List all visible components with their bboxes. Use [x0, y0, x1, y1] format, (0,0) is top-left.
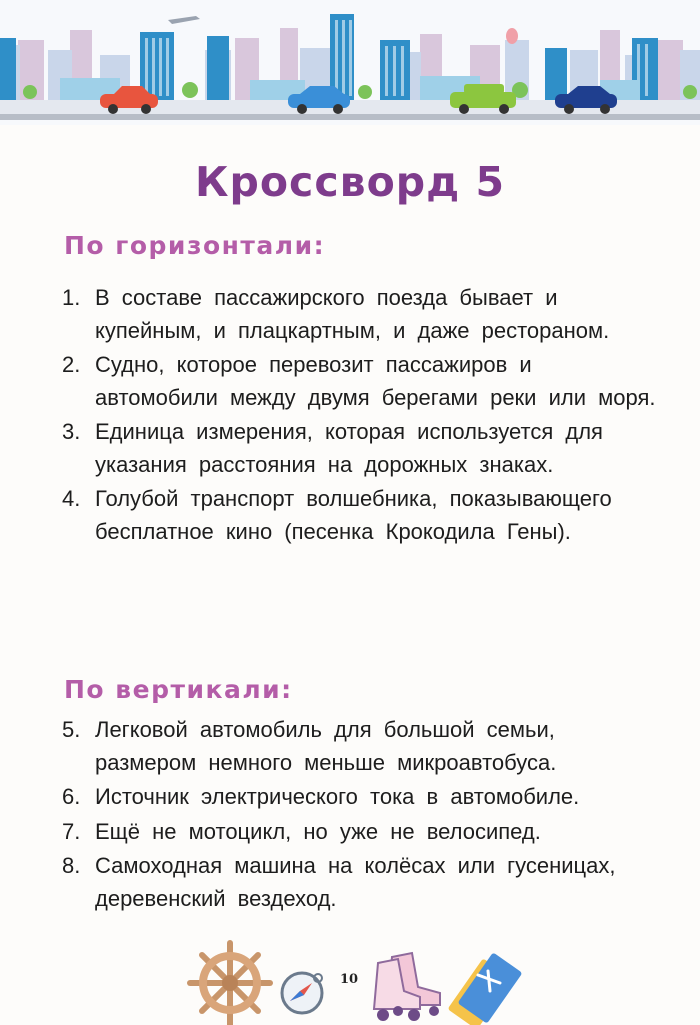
page-number: 10 — [340, 972, 359, 987]
clue-4 — [62, 483, 662, 548]
roller-skates-icon — [374, 953, 440, 1021]
clue-1 — [62, 282, 662, 347]
clue-text: Самоходная машина на колёсах или гусеницах, деревенский вездеход. — [95, 853, 616, 911]
down-clues-list — [62, 714, 662, 917]
clue-text: Легковой автомобиль для большой семьи, размером немного меньше микроавтобуса. — [95, 717, 557, 775]
compass-icon — [282, 973, 322, 1013]
clue-number: 6. — [62, 784, 81, 809]
ship-wheel-icon — [190, 943, 270, 1025]
clue-number: 7. — [62, 818, 81, 844]
clue-text: Голубой транспорт волшебника, показывающего бесплатное кино (песенка Крокодила Гены). — [95, 486, 612, 544]
clue-number: 1. — [62, 285, 81, 310]
clue-7 — [62, 816, 662, 849]
clue-number: 4. — [62, 486, 81, 511]
clue-5 — [62, 714, 662, 779]
clue-6 — [62, 781, 662, 814]
clue-text: В составе пассажирского поезда бывает и купейным, и плацкартным, и даже рестораном. — [95, 285, 610, 343]
clue-text: Источник электрического тока в автомобиле. — [95, 784, 580, 809]
down-heading: По вертикали: — [64, 675, 293, 704]
plane-tickets-icon — [447, 952, 522, 1025]
clue-number: 5. — [62, 717, 81, 742]
page-title: Кроссворд 5 — [194, 158, 505, 206]
clue-number: 8. — [62, 853, 81, 878]
clue-2 — [62, 349, 662, 414]
clue-8 — [62, 850, 662, 915]
clue-text: Судно, которое перевозит пассажиров и автомобили между двумя берегами реки или моря. — [95, 352, 656, 410]
clue-number: 2. — [62, 352, 81, 377]
across-clues-list — [62, 282, 662, 550]
clue-text: Ещё не мотоцикл, но уже не велосипед. — [95, 818, 541, 844]
clue-text: Единица измерения, которая используется для указания расстояния на дорожных знаках. — [95, 419, 603, 477]
clue-3 — [62, 416, 662, 481]
clue-number: 3. — [62, 419, 81, 444]
city-skyline-banner — [0, 0, 700, 125]
across-heading: По горизонтали: — [64, 231, 326, 260]
